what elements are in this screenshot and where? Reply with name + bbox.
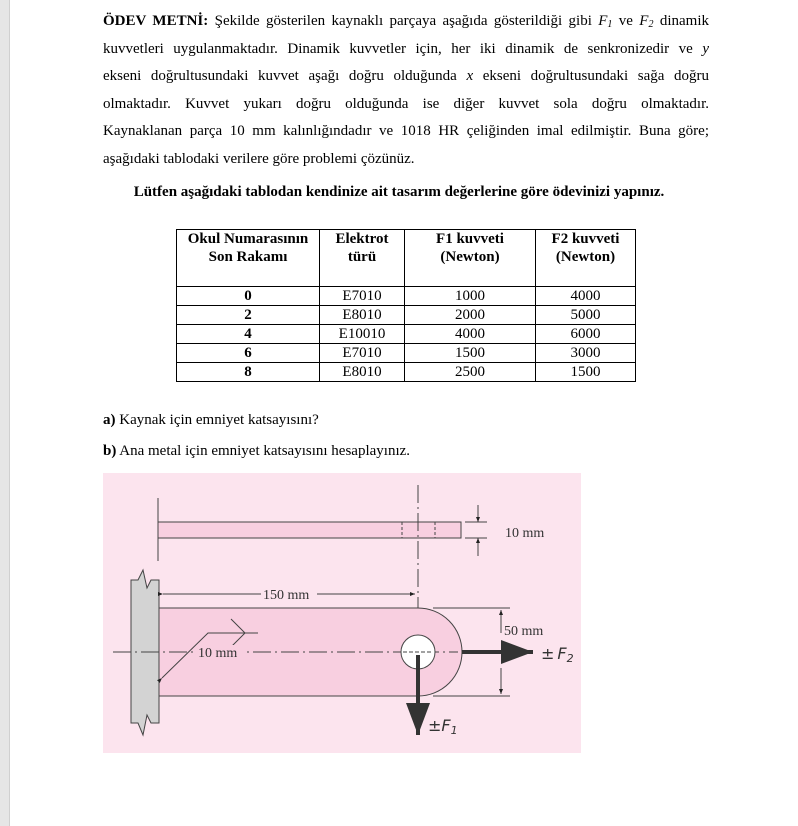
- y-symbol: y: [702, 40, 709, 57]
- table-cell: 2000: [405, 306, 536, 325]
- table-cell: 8: [177, 363, 320, 382]
- table-row: [177, 287, 636, 306]
- table-cell: 5000: [536, 306, 636, 325]
- column-header: Elektrot türü: [320, 230, 405, 287]
- side-view: [158, 498, 544, 561]
- question-text: Ana metal için emniyet katsayısını hesaplayınız.: [116, 443, 411, 459]
- weld-size-label: 10 mm: [198, 646, 238, 661]
- text-line: [103, 36, 709, 64]
- table-cell: E8010: [320, 306, 405, 325]
- heading-label: ÖDEV METNİ:: [103, 13, 209, 29]
- question-b: [103, 443, 410, 460]
- table-cell: E10010: [320, 325, 405, 344]
- text-segment: ekseni doğrultusundaki sağa doğru: [473, 68, 710, 84]
- column-header: Okul Numarasının Son Rakamı: [177, 230, 320, 287]
- text-line: [103, 63, 709, 91]
- column-header: F1 kuvveti (Newton): [405, 230, 536, 287]
- text-segment: ekseni doğrultusundaki kuvvet aşağı doğru olduğunda: [103, 68, 467, 84]
- f1-label: ±F1: [428, 716, 458, 737]
- table-header-row: [177, 230, 636, 287]
- table-cell: E7010: [320, 287, 405, 306]
- instruction-text: Lütfen aşağıdaki tablodan kendinize ait tasarım değerlerine göre ödevinizi yapınız.: [133, 184, 665, 200]
- text-line: Kaynaklanan parça 10 mm kalınlığındadır ve 1018 HR çeliğinden imal edilmiştir. Buna göre;: [103, 123, 709, 139]
- width-label: 50 mm: [504, 624, 544, 639]
- assignment-text: [103, 8, 709, 173]
- table-cell: E7010: [320, 344, 405, 363]
- table-cell: 1500: [536, 363, 636, 382]
- table-cell: 2: [177, 306, 320, 325]
- f2-label: ± F2: [541, 644, 574, 665]
- table-row: [177, 344, 636, 363]
- x-symbol: x: [466, 68, 474, 84]
- text-line: olmaktadır. Kuvvet yukarı doğru olduğunda ise diğer kuvvet sola doğru olmaktadır.: [103, 95, 709, 112]
- length-label: 150 mm: [263, 588, 310, 603]
- table-cell: 6: [177, 344, 320, 363]
- left-margin-bar: [0, 0, 10, 826]
- text-segment: dinamik: [653, 13, 709, 29]
- table-cell: 2500: [405, 363, 536, 382]
- table-cell: 0: [177, 287, 320, 306]
- text-line: [103, 8, 709, 36]
- text-segment: ve: [612, 13, 640, 29]
- question-a: [103, 412, 319, 429]
- table-cell: 1500: [405, 344, 536, 363]
- table-row: [177, 363, 636, 382]
- text-segment: Şekilde gösterilen kaynaklı parçaya aşağıda gösterildiği gibi: [208, 13, 599, 29]
- table-cell: 3000: [536, 344, 636, 363]
- question-label: b): [103, 443, 117, 459]
- table-cell: 1000: [405, 287, 536, 306]
- column-header: F2 kuvveti (Newton): [536, 230, 636, 287]
- table-cell: E8010: [320, 363, 405, 382]
- thickness-label: 10 mm: [505, 526, 545, 541]
- design-values-table: [176, 229, 636, 382]
- table-cell: 4000: [405, 325, 536, 344]
- table-row: [177, 306, 636, 325]
- question-text: Kaynak için emniyet katsayısını?: [115, 412, 319, 428]
- question-label: a): [103, 412, 116, 428]
- welded-part-figure: [103, 473, 581, 753]
- f2-symbol: $F_2$: [639, 13, 654, 30]
- table-cell: 4000: [536, 287, 636, 306]
- table-cell: 6000: [536, 325, 636, 344]
- text-segment: kuvvetleri uygulanmaktadır. Dinamik kuvvetler için, her iki dinamik de senkronizedir ve: [103, 40, 703, 57]
- table-cell: 4: [177, 325, 320, 344]
- f1-symbol: $F_1$: [598, 13, 613, 30]
- table-row: [177, 325, 636, 344]
- text-line: aşağıdaki tablodaki verilere göre problemi çözünüz.: [103, 150, 415, 167]
